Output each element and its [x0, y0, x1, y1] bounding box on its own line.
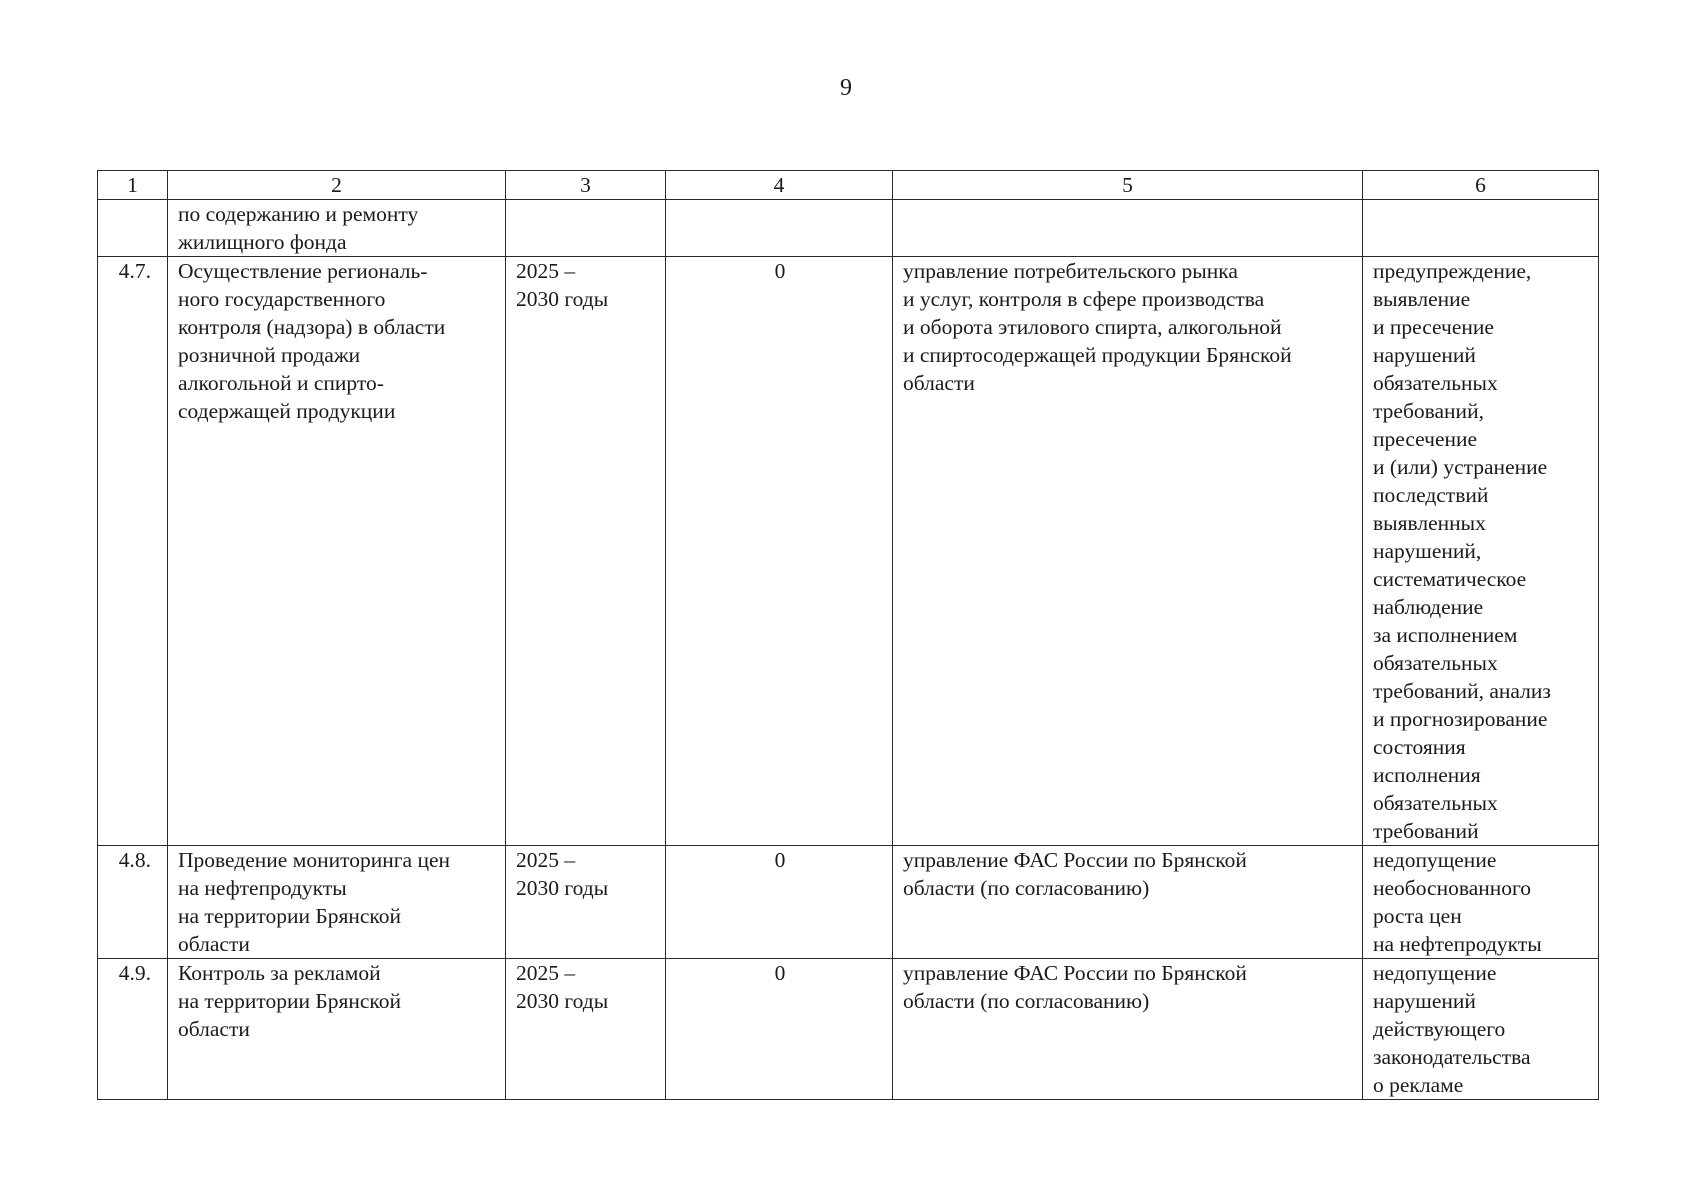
column-number-2: 2 — [168, 171, 506, 200]
period-cell: 2025 – 2030 годы — [506, 846, 666, 959]
row-number-cell: 4.7. — [98, 257, 168, 846]
column-number-row — [98, 171, 1599, 200]
table-row-continuation — [98, 200, 1599, 257]
column-number-4: 4 — [666, 171, 893, 200]
responsible-cell: управление ФАС России по Брянской области (по согласованию) — [893, 959, 1363, 1100]
page-number: 9 — [840, 75, 852, 101]
result-cell: недопущение нарушений действующего законодательства о рекламе — [1363, 959, 1599, 1100]
funding-cell — [666, 200, 893, 257]
table-row — [98, 846, 1599, 959]
responsible-cell — [893, 200, 1363, 257]
measure-name-cell: Осуществление региональ- ного государственного контроля (надзора) в области розничной продажи алкогольной и спирто- содержащей продукции — [168, 257, 506, 846]
table-row — [98, 959, 1599, 1100]
measure-name-cell: Проведение мониторинга цен на нефтепродукты на территории Брянской области — [168, 846, 506, 959]
responsible-cell: управление потребительского рынка и услуг, контроля в сфере производства и оборота этилового спирта, алкогольной и спиртосодержащей продукции Брянской области — [893, 257, 1363, 846]
column-number-3: 3 — [506, 171, 666, 200]
measure-name-cell: по содержанию и ремонту жилищного фонда — [168, 200, 506, 257]
column-number-5: 5 — [893, 171, 1363, 200]
result-cell: предупреждение, выявление и пресечение нарушений обязательных требований, пресечение и (или) устранение последствий выявленных нарушений, систематическое наблюдение за исполнением обязательных требований, анализ и прогнозирование состояния исполнения обязательных требований — [1363, 257, 1599, 846]
period-cell — [506, 200, 666, 257]
column-number-6: 6 — [1363, 171, 1599, 200]
row-number-cell: 4.8. — [98, 846, 168, 959]
table-row — [98, 257, 1599, 846]
row-number-cell: 4.9. — [98, 959, 168, 1100]
result-cell — [1363, 200, 1599, 257]
funding-cell: 0 — [666, 257, 893, 846]
column-number-1: 1 — [98, 171, 168, 200]
measure-name-cell: Контроль за рекламой на территории Брянской области — [168, 959, 506, 1100]
activities-table — [97, 170, 1599, 1100]
row-number-cell — [98, 200, 168, 257]
result-cell: недопущение необоснованного роста цен на нефтепродукты — [1363, 846, 1599, 959]
funding-cell: 0 — [666, 959, 893, 1100]
period-cell: 2025 – 2030 годы — [506, 959, 666, 1100]
period-cell: 2025 – 2030 годы — [506, 257, 666, 846]
funding-cell: 0 — [666, 846, 893, 959]
responsible-cell: управление ФАС России по Брянской области (по согласованию) — [893, 846, 1363, 959]
